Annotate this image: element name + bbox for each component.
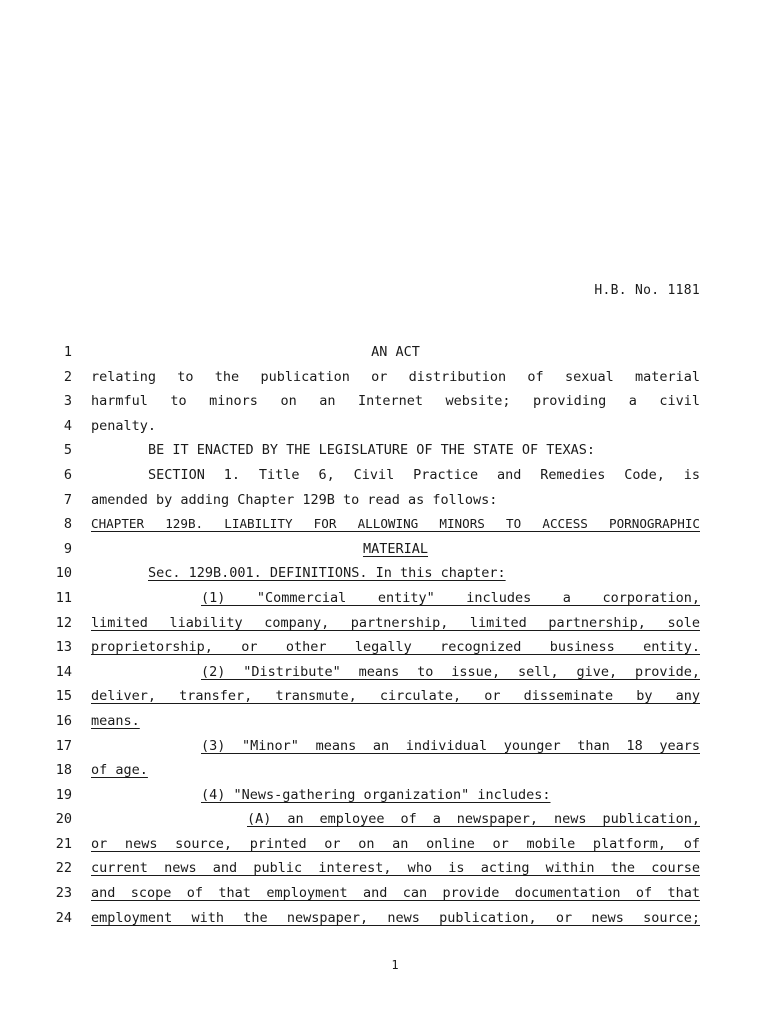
text-line: [0, 415, 768, 440]
line-number: 2: [63, 368, 72, 385]
line-number: 23: [55, 885, 72, 902]
text-line: [0, 735, 768, 760]
line-text: (2) "Distribute" means to issue, sell, give, provide,: [201, 663, 700, 680]
text-line: [0, 390, 768, 415]
text-line: [0, 759, 768, 784]
line-text: relating to the publication or distribution of sexual material: [91, 368, 700, 385]
line-number: 17: [55, 737, 72, 754]
line-text: limited liability company, partnership, limited partnership, sole: [91, 614, 700, 631]
chapter-heading-cont: [91, 538, 700, 560]
line-text: and scope of that employment and can provide documentation of that: [91, 885, 700, 902]
line-text: (A) an employee of a newspaper, news publication,: [247, 811, 700, 828]
text-line: [0, 612, 768, 637]
text-line: [0, 710, 768, 735]
text-line: [0, 366, 768, 391]
line-text: penalty.: [91, 417, 157, 434]
line-number: 4: [63, 417, 72, 434]
line-text: amended by adding Chapter 129B to read as follows:: [91, 491, 498, 508]
chapter-heading: CHAPTER 129B. LIABILITY FOR ALLOWING MINORS TO ACCESS PORNOGRAPHIC: [91, 516, 700, 532]
line-text: MATERIAL: [362, 540, 429, 557]
section-heading: SECTION 1. Title 6, Civil Practice and Remedies Code, is: [148, 466, 700, 483]
line-number: 6: [63, 466, 72, 483]
line-number: 14: [55, 663, 72, 680]
line-number: 18: [55, 762, 72, 779]
line-number: 22: [55, 860, 72, 877]
line-text-wrap: [91, 784, 700, 806]
text-line: [0, 513, 768, 538]
section-definitions: [91, 562, 700, 584]
line-text: of age.: [91, 762, 148, 779]
line-number: 11: [55, 589, 72, 606]
line-number: 13: [55, 639, 72, 656]
line-number: 8: [63, 516, 72, 533]
line-number: 10: [55, 565, 72, 582]
line-number: 15: [55, 688, 72, 705]
text-line: [0, 538, 768, 563]
line-number: 7: [63, 491, 72, 508]
text-line: [0, 882, 768, 907]
text-line: [0, 464, 768, 489]
text-line: [0, 439, 768, 464]
text-line: [0, 907, 768, 932]
text-line: [0, 661, 768, 686]
text-line: [0, 636, 768, 661]
page-number: 1: [391, 958, 399, 972]
line-text: (3) "Minor" means an individual younger than 18 years: [201, 737, 700, 754]
enacting-clause: BE IT ENACTED BY THE LEGISLATURE OF THE STATE OF TEXAS:: [148, 442, 596, 459]
line-number: 1: [63, 344, 72, 360]
line-text: (1) "Commercial entity" includes a corporation,: [201, 589, 700, 606]
text-line: [0, 857, 768, 882]
line-text: proprietorship, or other legally recognized business entity.: [91, 639, 700, 656]
line-number: 12: [55, 614, 72, 631]
line-number: 9: [63, 540, 72, 557]
line-text-wrap: [91, 759, 700, 781]
text-line: [0, 808, 768, 833]
line-text-wrap: [91, 710, 700, 732]
text-line: [0, 587, 768, 612]
line-number: 21: [55, 835, 72, 852]
line-text: (4) "News-gathering organization" includes:: [201, 786, 551, 803]
line-number: 24: [55, 909, 72, 926]
text-line: [0, 341, 768, 366]
text-line: [0, 784, 768, 809]
line-text: or news source, printed or on an online or mobile platform, of: [91, 835, 700, 852]
line-number: 20: [55, 811, 72, 828]
line-text: deliver, transfer, transmute, circulate, or disseminate by any: [91, 688, 700, 705]
line-number: 16: [55, 712, 72, 729]
line-number: 19: [55, 786, 72, 803]
line-text: harmful to minors on an Internet website; providing a civil: [91, 393, 700, 410]
line-text: means.: [91, 712, 140, 729]
text-line: [0, 685, 768, 710]
bill-number: H.B. No. 1181: [594, 283, 700, 298]
text-line: [0, 833, 768, 858]
bill-text: [0, 341, 768, 931]
line-text: current news and public interest, who is acting within the course: [91, 860, 700, 877]
text-line: [0, 562, 768, 587]
text-line: [0, 489, 768, 514]
line-number: 5: [63, 442, 72, 459]
line-text: Sec. 129B.001. DEFINITIONS. In this chapter:: [148, 565, 506, 582]
line-text: employment with the newspaper, news publication, or news source;: [91, 909, 700, 926]
line-number: 3: [63, 393, 72, 410]
act-heading: AN ACT: [371, 344, 420, 360]
